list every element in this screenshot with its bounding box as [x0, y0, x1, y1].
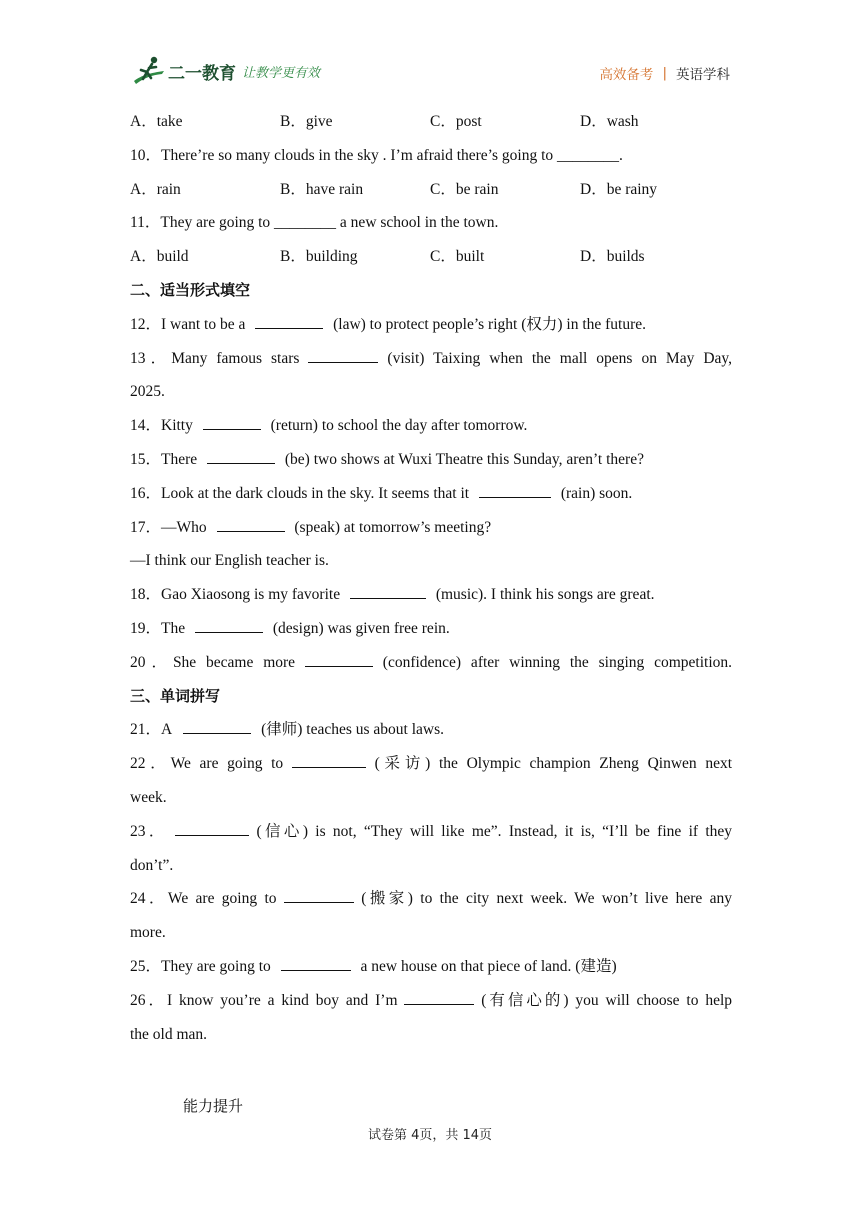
answer-blank[interactable] — [217, 517, 285, 532]
question-24 — [130, 882, 732, 916]
question-25 — [130, 950, 732, 984]
option: C．post — [430, 113, 482, 130]
question-text: 13．Many famous stars — [130, 349, 300, 367]
answer-blank[interactable] — [350, 584, 426, 599]
question-15 — [130, 443, 732, 477]
question-17-answer: —I think our English teacher is. — [130, 552, 329, 570]
question-text: 19．The — [130, 619, 186, 637]
exam-tag: 高效备考 — [599, 67, 654, 83]
section-title: 二、适当形式填空 — [130, 280, 251, 299]
option: B．give — [280, 113, 333, 130]
question-text: (律师) teaches us about laws. — [261, 721, 445, 739]
answer-blank[interactable] — [195, 618, 263, 633]
question-text: (music). I think his songs are great. — [435, 586, 655, 604]
question-22-continued: week. — [130, 788, 167, 806]
question-16 — [130, 477, 732, 511]
header-subject-block — [599, 63, 730, 83]
question-text: (信心) is not, “They will like me”. Instead, it is, “I’ll be fine if they — [256, 822, 733, 840]
question-text: 12．I want to be a — [130, 315, 246, 333]
question-23-continued: don’t”. — [130, 856, 174, 874]
subject-label: 英语学科 — [676, 67, 730, 83]
question-text: (be) two shows at Wuxi Theatre this Sunday, aren’t there? — [284, 450, 644, 468]
option: A．build — [130, 248, 189, 266]
q10-options — [130, 173, 732, 207]
option: D．wash — [580, 113, 639, 130]
question-text: 22．We are going to — [130, 755, 284, 773]
question-19 — [130, 612, 732, 646]
page-footer: 试卷第 4页，共 14页 — [367, 1128, 493, 1143]
question-text: 23． — [130, 822, 168, 840]
question-text: 16．Look at the dark clouds in the sky. It seems that it — [130, 484, 470, 502]
q11-options — [130, 240, 732, 274]
question-text: 14．Kitty — [130, 417, 193, 435]
question-text: (law) to protect people’s right (权力) in the future. — [333, 315, 647, 333]
answer-blank[interactable] — [305, 652, 373, 667]
option: C．be rain — [430, 180, 499, 198]
answer-blank[interactable] — [175, 821, 249, 836]
answer-blank[interactable] — [479, 483, 551, 498]
brand-name: 二一教育 — [168, 63, 236, 84]
answer-blank[interactable] — [255, 314, 323, 329]
question-text: (confidence) after winning the singing competition. — [382, 653, 733, 671]
option: D．builds — [580, 248, 645, 266]
question-text: (搬家) to the city next week. We won’t live here any — [361, 890, 732, 908]
question-20 — [130, 646, 732, 680]
question-text: 20．She became more — [130, 653, 296, 671]
question-text: (design) was given free rein. — [272, 619, 450, 637]
answer-blank[interactable] — [183, 719, 251, 734]
question-18 — [130, 578, 732, 612]
option: A．rain — [130, 180, 181, 198]
question-text: (visit) Taixing when the mall opens on May Day, — [387, 349, 733, 367]
question-text: 21．A — [130, 721, 172, 739]
page-header — [0, 0, 860, 100]
question-10: 10．There’re so many clouds in the sky . I’m afraid there’s going to ________. — [130, 146, 623, 164]
q9-options — [130, 105, 732, 139]
brand-slogan: 让教学更有效 — [242, 65, 321, 81]
question-text: 25．They are going to — [130, 957, 271, 975]
question-14 — [130, 409, 732, 443]
question-11: 11．They are going to ________ a new school in the town. — [130, 214, 499, 232]
question-text: (return) to school the day after tomorrow. — [270, 417, 528, 435]
logo — [132, 54, 352, 88]
question-text: (有信心的) you will choose to help — [481, 991, 733, 1009]
option: A．take — [130, 113, 183, 130]
answer-blank[interactable] — [203, 415, 261, 430]
question-23 — [130, 815, 732, 849]
question-13-continued: 2025. — [130, 383, 165, 401]
question-26 — [130, 984, 732, 1018]
question-text: (采访) the Olympic champion Zheng Qinwen next — [374, 755, 733, 773]
answer-blank[interactable] — [284, 888, 354, 903]
question-17 — [130, 511, 732, 545]
question-content — [130, 105, 732, 1051]
question-text: 24．We are going to — [130, 890, 277, 908]
question-13 — [130, 342, 732, 376]
answer-blank[interactable] — [404, 990, 474, 1005]
option: B．have rain — [280, 180, 364, 198]
question-text: (rain) soon. — [560, 484, 633, 502]
question-text: 15．There — [130, 450, 198, 468]
question-text: 18．Gao Xiaosong is my favorite — [130, 586, 341, 604]
question-text: a new house on that piece of land. (建造) — [360, 957, 617, 975]
option: C．built — [430, 248, 485, 266]
question-text: (speak) at tomorrow’s meeting? — [294, 518, 492, 536]
option: D．be rainy — [580, 180, 658, 198]
section-title: 三、单词拼写 — [130, 686, 221, 705]
question-12 — [130, 308, 732, 342]
question-21 — [130, 713, 732, 747]
section-heading-ability: 能力提升 — [183, 1097, 244, 1115]
answer-blank[interactable] — [207, 449, 275, 464]
question-26-continued: the old man. — [130, 1025, 208, 1043]
answer-blank[interactable] — [308, 348, 378, 363]
runner-logo-icon — [132, 55, 166, 87]
question-24-continued: more. — [130, 924, 166, 942]
question-text: 26．I know you’re a kind boy and I’m — [130, 991, 398, 1009]
question-text: 17．—Who — [130, 518, 207, 536]
header-separator: | — [662, 65, 667, 81]
answer-blank[interactable] — [292, 753, 366, 768]
option: B．building — [280, 248, 358, 266]
question-22 — [130, 747, 732, 781]
answer-blank[interactable] — [281, 956, 351, 971]
